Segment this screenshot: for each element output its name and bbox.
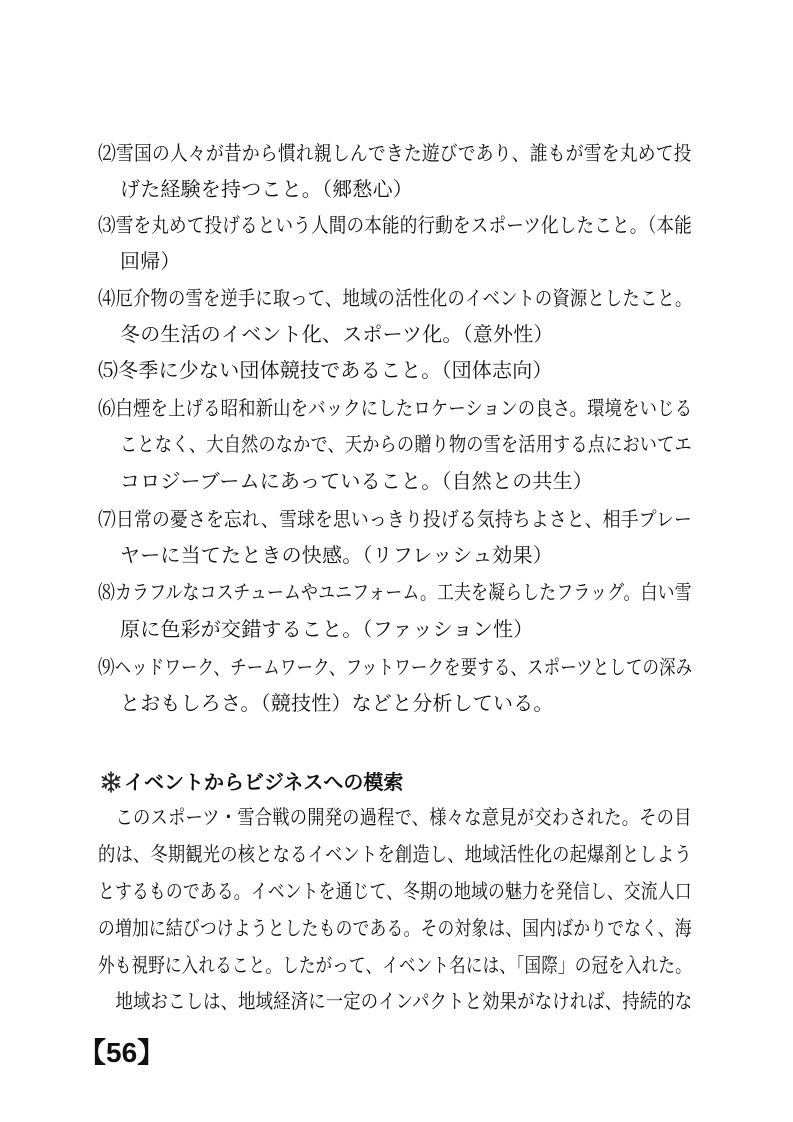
paragraph-line-3: とするものである。イベントを通じて、冬期の地域の魅力を発信し、交流人口 bbox=[98, 879, 692, 903]
paragraph-line-2: 的は、冬期観光の核となるイベントを創造し、地域活性化の起爆剤としよう bbox=[98, 842, 692, 866]
list-item-6-line-2: ことなく、大自然のなかで、天からの贈り物の雪を活用する点においてエ bbox=[120, 432, 692, 456]
list-item-6-line-3: コロジーブームにあっていること。（自然との共生） bbox=[120, 469, 593, 493]
section-heading bbox=[100, 770, 403, 794]
list-item-2-line-2: げた経験を持つこと。（郷愁心） bbox=[120, 177, 413, 201]
list-item-3-line-2: 回帰） bbox=[120, 249, 181, 273]
paragraph-line-1: このスポーツ・雪合戦の開発の過程で、様々な意見が交わされた。その目 bbox=[98, 805, 692, 829]
paragraph-line-4: の増加に結びつけようとしたものである。その対象は、国内ばかりでなく、海 bbox=[98, 916, 692, 940]
list-item-6-line-1: ⑹白煙を上げる昭和新山をバックにしたロケーションの良さ。環境をいじる bbox=[98, 396, 693, 420]
paragraph-line-5: 外も視野に入れること。したがって、イベント名には、「国際」の冠を入れた。 bbox=[98, 953, 692, 977]
list-item-5-line-1: ⑸冬季に少ない団体競技であること。（団体志向） bbox=[98, 358, 553, 382]
page-number: 【56】 bbox=[78, 1037, 166, 1068]
list-item-2-line-1: ⑵雪国の人々が昔から慣れ親しんできた遊びであり、誰もが雪を丸めて投 bbox=[98, 141, 692, 165]
section-heading-text: イベントからビジネスへの模索 bbox=[124, 770, 404, 794]
list-item-7-line-1: ⑺日常の憂さを忘れ、雪球を思いっきり投げる気持ちよさと、相手プレー bbox=[98, 507, 693, 531]
list-item-8-line-2: 原に色彩が交錯すること。（ファッション性） bbox=[120, 617, 534, 641]
list-item-4-line-1: ⑷厄介物の雪を逆手に取って、地域の活性化のイベントの資源としたこと。 bbox=[98, 286, 693, 310]
paragraph-line-6: 地域おこしは、地域経済に一定のインパクトと効果がなければ、持続的な bbox=[98, 989, 693, 1013]
list-item-9-line-2: とおもしろさ。（競技性）などと分析している。 bbox=[120, 691, 554, 715]
list-item-4-line-2: 冬の生活のイベント化、スポーツ化。（意外性） bbox=[120, 322, 554, 346]
list-item-8-line-1: ⑻カラフルなコスチュームやユニフォーム。工夫を凝らしたフラッグ。白い雪 bbox=[98, 580, 692, 604]
list-item-9-line-1: ⑼ヘッドワーク、チームワーク、フットワークを要する、スポーツとしての深み bbox=[98, 655, 693, 679]
list-item-3-line-1: ⑶雪を丸めて投げるという人間の本能的行動をスポーツ化したこと。（本能 bbox=[98, 213, 693, 237]
snowflake-icon bbox=[100, 771, 122, 793]
list-item-7-line-2: ヤーに当てたときの快感。（リフレッシュ効果） bbox=[120, 543, 553, 567]
